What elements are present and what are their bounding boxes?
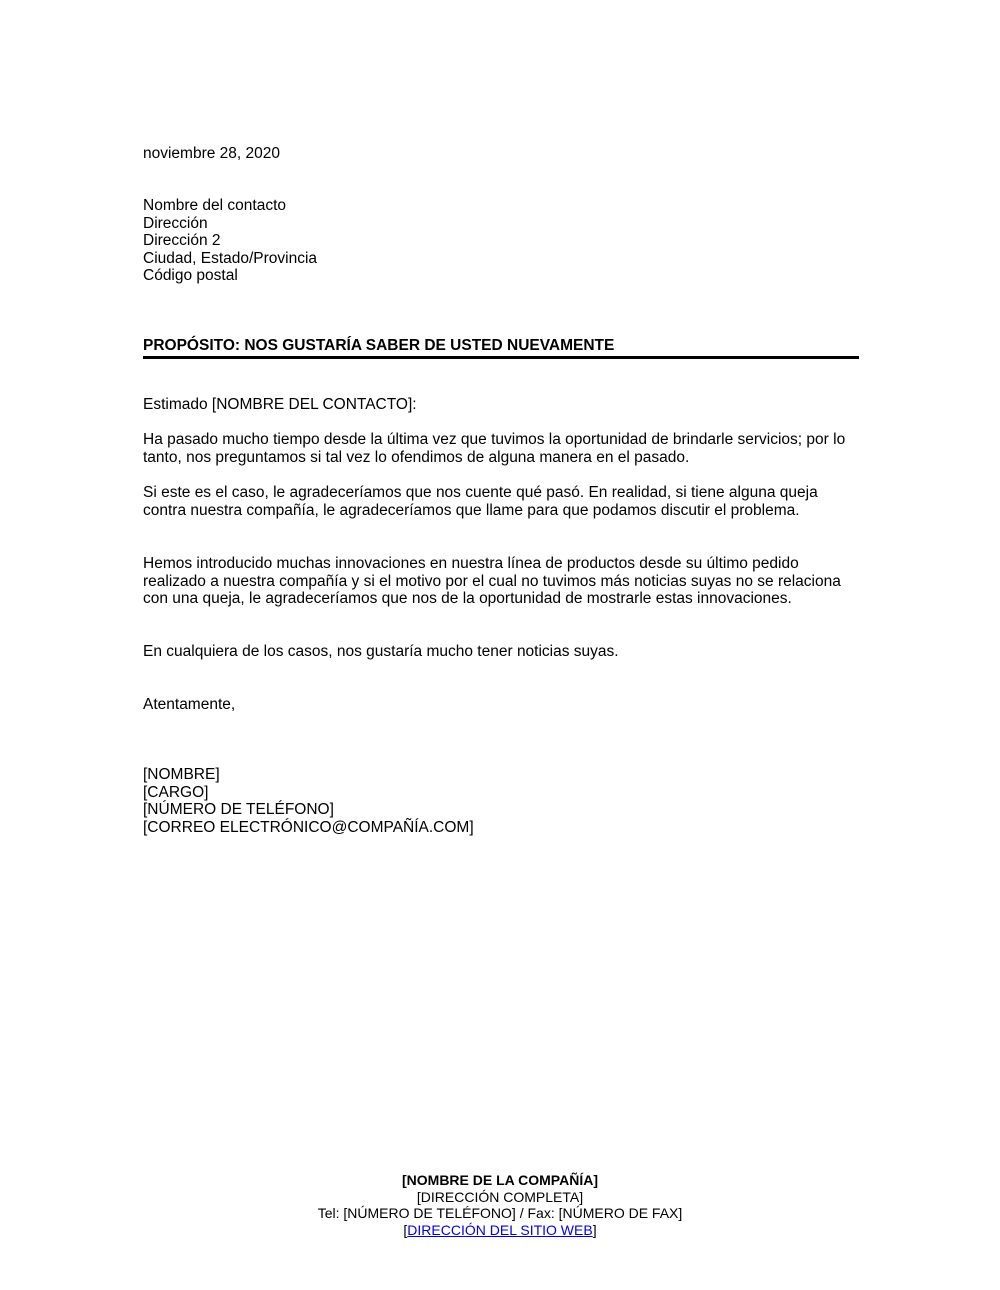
signature-title: [CARGO] [143, 783, 209, 801]
signature-email: [CORREO ELECTRÓNICO@COMPAÑÍA.COM] [143, 818, 474, 836]
salutation: Estimado [NOMBRE DEL CONTACTO]: [143, 396, 417, 413]
footer-address: [DIRECCIÓN COMPLETA] [416, 1188, 584, 1205]
footer-phone-fax: Tel: [NÚMERO DE TELÉFONO] / Fax: [NÚMERO DE FAX] [317, 1205, 683, 1221]
footer-company-name: [NOMBRE DE LA COMPAÑÍA] [402, 1172, 598, 1188]
closing: Atentamente, [143, 696, 236, 713]
body-paragraph-3: Hemos introducido muchas innovaciones en nuestra línea de productos desde su último pedido realizado a nuestra compañía y si el motivo por el cual no tuvimos más noticias suyas no se relaciona con una queja, le agradeceríamos que nos de la oportunidad de mostrarle estas innovaciones. [143, 555, 841, 608]
recipient-address [143, 197, 317, 285]
address-line-city-state: Ciudad, Estado/Provincia [143, 249, 318, 267]
address-line-street-2: Dirección 2 [143, 232, 221, 250]
body-paragraph-2: Si este es el caso, le agradeceríamos que nos cuente qué pasó. En realidad, si tiene alguna queja contra nuestra compañía, le agradeceríamos que llame para que podamos discutir el problema. [143, 484, 818, 519]
body-paragraph-4: En cualquiera de los casos, nos gustaría mucho tener noticias suyas. [143, 643, 619, 660]
letter-date: noviembre 28, 2020 [143, 145, 281, 162]
signature-phone: [NÚMERO DE TELÉFONO] [143, 801, 334, 819]
footer-website-link[interactable]: DIRECCIÓN DEL SITIO WEB [407, 1221, 593, 1238]
footer-website-line [0, 1222, 1000, 1239]
address-line-postal-code: Código postal [143, 267, 238, 285]
signature-block [143, 766, 474, 836]
subject-line: PROPÓSITO: NOS GUSTARÍA SABER DE USTED NUEVAMENTE [143, 337, 859, 359]
footer-website-bracket-open: [ [403, 1221, 408, 1238]
address-line-street: Dirección [143, 214, 208, 232]
signature-name: [NOMBRE] [143, 766, 220, 783]
body-paragraph-1: Ha pasado mucho tiempo desde la última vez que tuvimos la oportunidad de brindarle servicios; por lo tanto, nos preguntamos si tal vez lo ofendimos de alguna manera en el pasado. [143, 431, 846, 466]
footer-website-bracket-close: ] [592, 1221, 597, 1238]
letterhead-footer [0, 1172, 1000, 1238]
address-line-contact-name: Nombre del contacto [143, 197, 287, 214]
